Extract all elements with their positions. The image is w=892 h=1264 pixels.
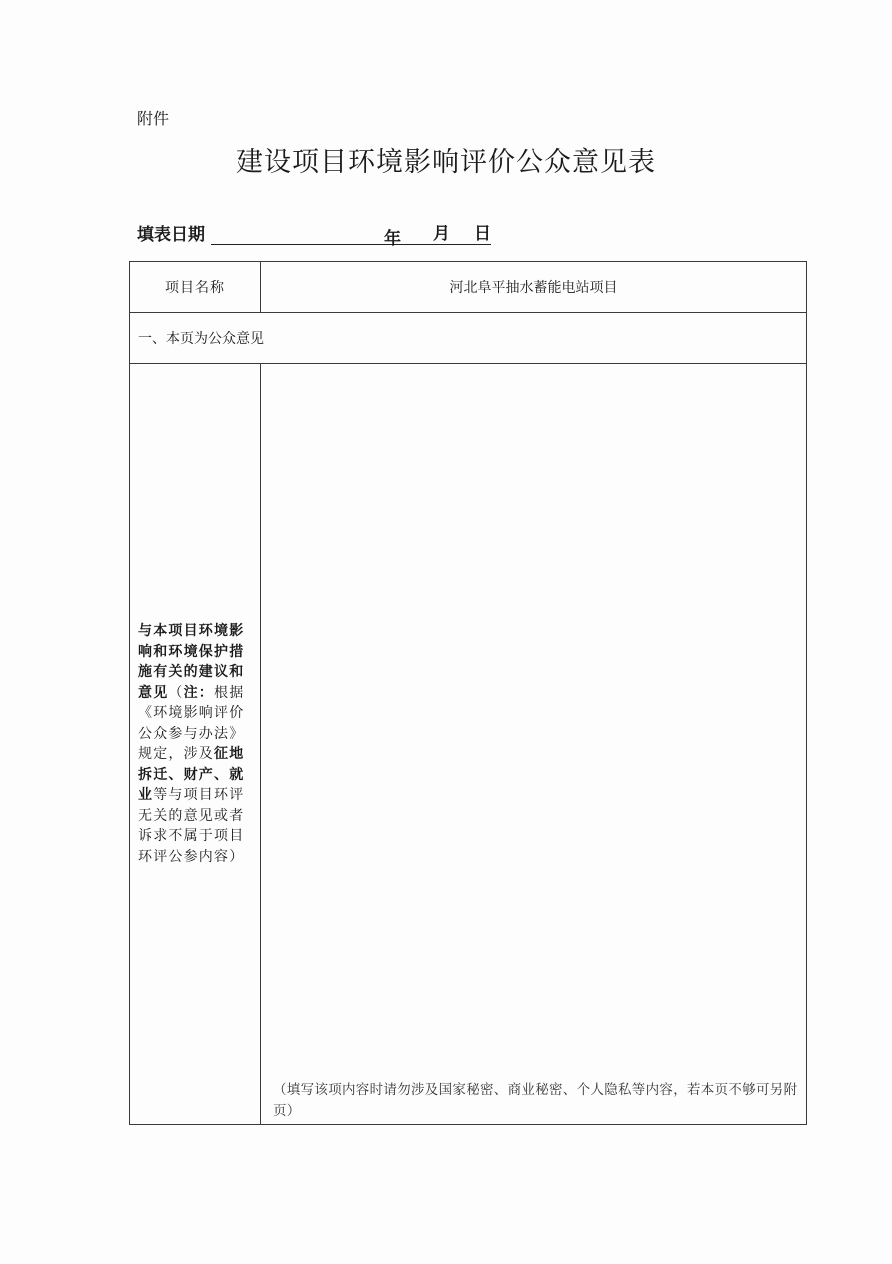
year-field[interactable] — [211, 224, 409, 249]
year-label: 年 — [384, 229, 401, 249]
opinion-label-bold: 与本项目环境影响和环境保护措施有关的建议和意见 — [138, 623, 245, 701]
opinion-note-open: （ — [168, 684, 184, 701]
project-name-label: 项目名称 — [130, 262, 261, 313]
project-name-row — [130, 262, 807, 313]
day-label: 日 — [474, 224, 491, 244]
opinion-row — [130, 364, 807, 1125]
fill-date-label: 填表日期 — [137, 225, 205, 245]
month-field[interactable] — [409, 224, 433, 245]
section-heading-row — [130, 313, 807, 364]
opinion-input-area[interactable] — [261, 364, 807, 1125]
month-label: 月 — [433, 224, 450, 244]
opinion-label — [130, 364, 261, 1125]
opinion-note-head: 注： — [183, 684, 215, 701]
fill-date-row — [137, 220, 491, 249]
opinion-note-body-1: 根据《环境影响评价公众参与办法》规定，涉及 — [138, 684, 245, 762]
day-field[interactable] — [450, 224, 474, 245]
attachment-label: 附件 — [137, 109, 170, 128]
fill-note: （填写该项内容时请勿涉及国家秘密、商业秘密、个人隐私等内容，若本页不够可另附页） — [273, 1082, 798, 1119]
opinion-form-table — [129, 261, 807, 1125]
opinion-note-body-2: 等与项目环评无关的意见或者诉求不属于项目环评公参内容） — [138, 787, 245, 865]
project-name-value: 河北阜平抽水蓄能电站项目 — [261, 262, 807, 313]
section-heading: 一、本页为公众意见 — [130, 313, 807, 364]
page-title: 建设项目环境影响评价公众意见表 — [236, 147, 656, 178]
opinion-note-bold: 征地拆迁、财产、就业 — [138, 746, 245, 803]
